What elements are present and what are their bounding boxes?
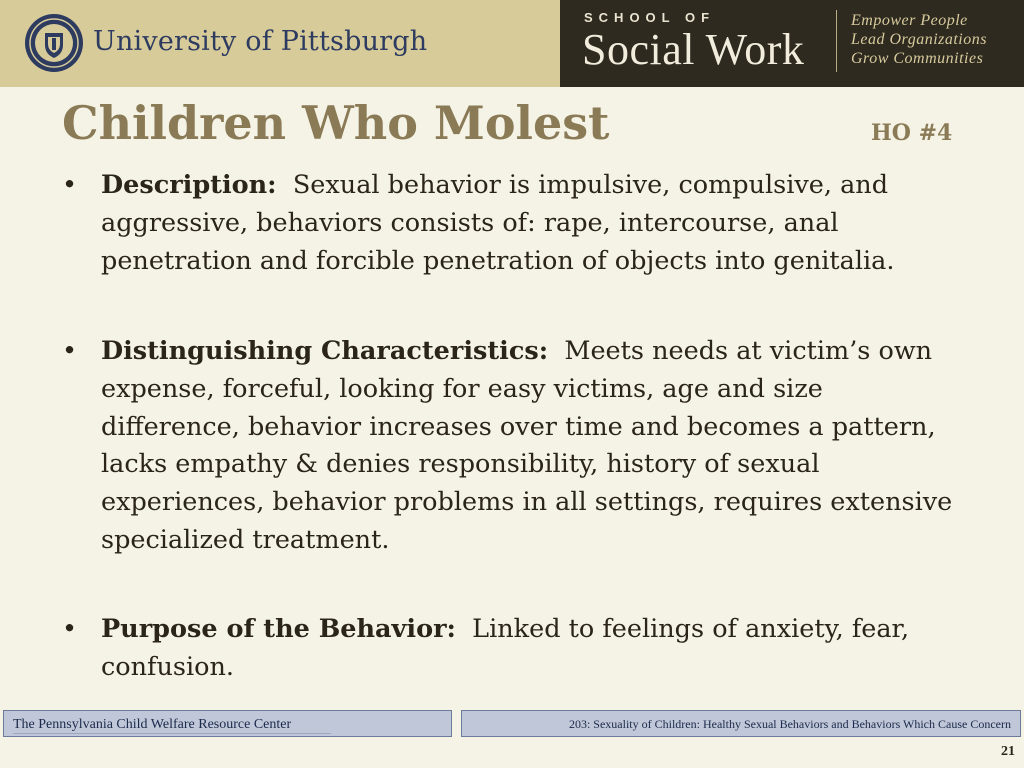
bullet-distinguishing-characteristics xyxy=(62,333,962,560)
bullet-text xyxy=(101,611,962,687)
social-work-title: Social Work xyxy=(582,25,805,74)
footer-left-text: The Pennsylvania Child Welfare Resource Center xyxy=(13,717,292,732)
footer-right-box xyxy=(461,710,1021,737)
footer-underline xyxy=(13,733,331,734)
bullet-label: Description: xyxy=(101,170,277,200)
page-number: 21 xyxy=(1001,744,1015,759)
bullet-marker: • xyxy=(62,614,78,644)
bullet-marker: • xyxy=(62,170,78,200)
bullet-text xyxy=(101,167,962,280)
footer-right-text: 203: Sexuality of Children: Healthy Sexual Behaviors and Behaviors Which Cause Concern xyxy=(568,717,1011,731)
tagline-3: Grow Communities xyxy=(851,50,984,67)
bullet-description xyxy=(62,167,962,280)
bullet-label: Distinguishing Characteristics: xyxy=(101,336,549,366)
slide-title: Children Who Molest xyxy=(62,96,610,150)
bullet-text xyxy=(101,333,962,560)
school-of-label: SCHOOL OF xyxy=(584,10,716,25)
handout-number: HO #4 xyxy=(871,120,953,146)
tagline-2: Lead Organizations xyxy=(851,31,987,48)
tagline-1: Empower People xyxy=(851,12,968,29)
footer-left-box xyxy=(3,710,452,737)
header-banner xyxy=(0,0,1024,87)
university-seal-icon xyxy=(24,13,84,73)
header-divider xyxy=(836,10,837,72)
bullet-body: Meets needs at victim’s own expense, forceful, looking for easy victims, age and size difference, behavior increases over time and becomes a pattern, lacks empathy & denies responsibility, history of sexual experiences, behavior problems in all settings, requires extensive specialized treatment. xyxy=(101,336,953,555)
bullet-marker: • xyxy=(62,336,78,366)
bullet-body: Linked to feelings of anxiety, fear, confusion. xyxy=(101,614,910,682)
bullet-body: Sexual behavior is impulsive, compulsive, and aggressive, behaviors consists of: rape, intercourse, anal penetration and forcible penetration of objects into genitalia. xyxy=(101,170,895,276)
university-name: University of Pittsburgh xyxy=(93,26,428,57)
bullet-purpose xyxy=(62,611,962,687)
bullet-label: Purpose of the Behavior: xyxy=(101,614,456,644)
